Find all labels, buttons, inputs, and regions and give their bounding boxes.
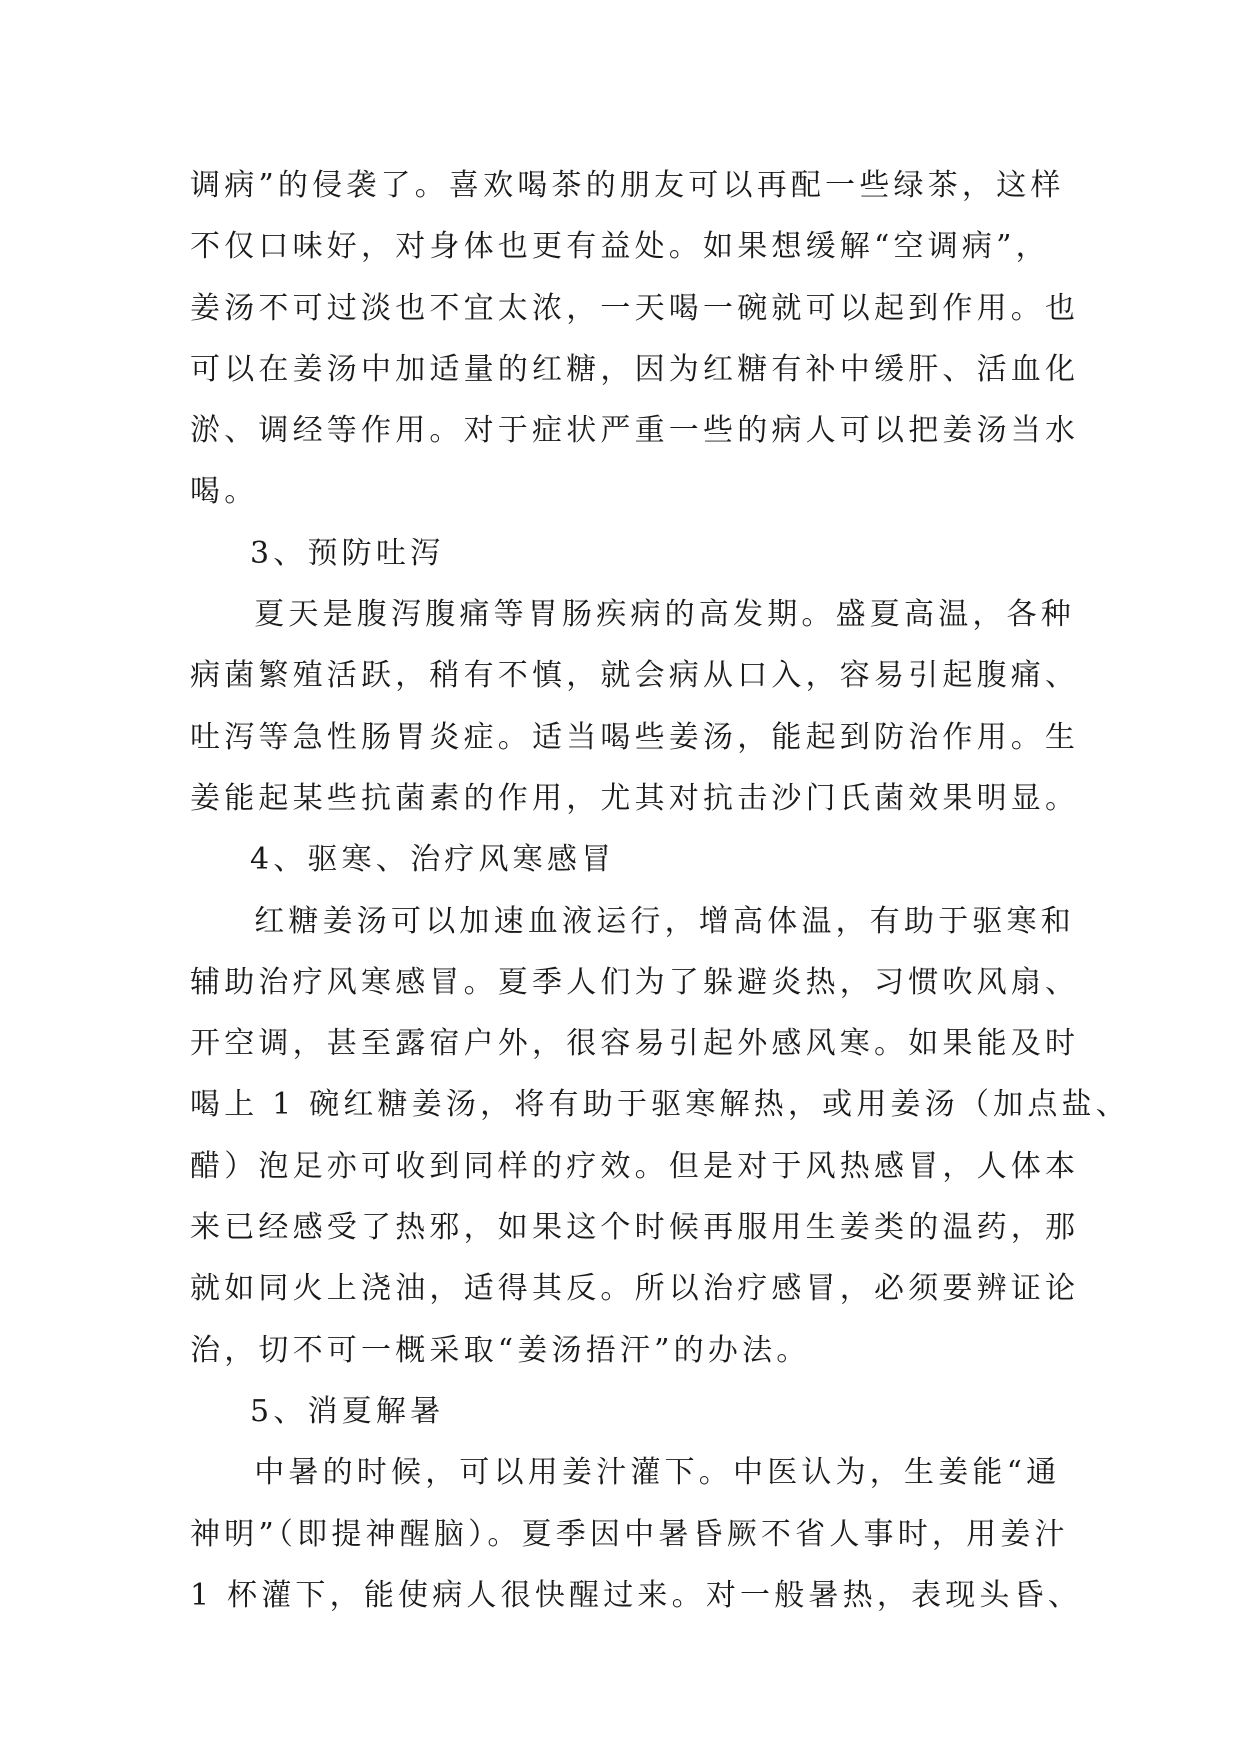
paragraph-first-line: 红糖姜汤可以加速血液运行，增高体温，有助于驱寒和 (220, 903, 1075, 939)
text-line: 调病”的侵袭了。喜欢喝茶的朋友可以再配一些绿茶，这样 (190, 168, 1065, 203)
section-heading-3: 3、预防吐泻 (250, 535, 445, 571)
text-line: 神明”（即提神醒脑）。夏季因中暑昏厥不省人事时，用姜汁 (190, 1516, 1069, 1552)
text-line: 来已经感受了热邪，如果这个时候再服用生姜类的温药，那 (190, 1210, 1080, 1246)
text-line: 不仅口味好，对身体也更有益处。如果想缓解“空调病”， (190, 229, 1050, 265)
text-line: 淤、调经等作用。对于症状严重一些的病人可以把姜汤当水 (190, 413, 1080, 449)
section-heading-5: 5、消夏解暑 (250, 1393, 445, 1429)
text-line: 病菌繁殖活跃，稍有不慎，就会病从口入，容易引起腹痛、 (190, 658, 1080, 694)
document-body (190, 155, 1130, 1626)
text-line: 喝上 1 碗红糖姜汤，将有助于驱寒解热，或用姜汤（加点盐、 (190, 1087, 1130, 1123)
text-line: 醋）泡足亦可收到同样的疗效。但是对于风热感冒，人体本 (190, 1148, 1080, 1184)
text-line: 就如同火上浇油，适得其反。所以治疗感冒，必须要辨证论 (190, 1271, 1080, 1307)
text-line: 可以在姜汤中加适量的红糖，因为红糖有补中缓肝、活血化 (190, 351, 1080, 387)
text-line: 吐泻等急性肠胃炎症。适当喝些姜汤，能起到防治作用。生 (190, 719, 1080, 755)
text-line: 治，切不可一概采取“姜汤捂汗”的办法。 (190, 1332, 811, 1368)
text-line: 姜汤不可过淡也不宜太浓，一天喝一碗就可以起到作用。也 (190, 290, 1080, 326)
paragraph-first-line: 中暑的时候，可以用姜汁灌下。中医认为，生姜能“通 (220, 1455, 1061, 1491)
text-line: 喝。 (190, 474, 259, 510)
text-line: 辅助治疗风寒感冒。夏季人们为了躲避炎热，习惯吹风扇、 (190, 964, 1080, 1000)
paragraph-first-line: 夏天是腹泻腹痛等胃肠疾病的高发期。盛夏高温，各种 (220, 597, 1075, 633)
text-line: 开空调，甚至露宿户外，很容易引起外感风寒。如果能及时 (190, 1026, 1080, 1062)
text-line: 1 杯灌下，能使病人很快醒过来。对一般暑热，表现头昏、 (190, 1577, 1083, 1613)
text-line: 姜能起某些抗菌素的作用，尤其对抗击沙门氏菌效果明显。 (190, 780, 1080, 816)
section-heading-4: 4、驱寒、治疗风寒感冒 (250, 842, 616, 878)
